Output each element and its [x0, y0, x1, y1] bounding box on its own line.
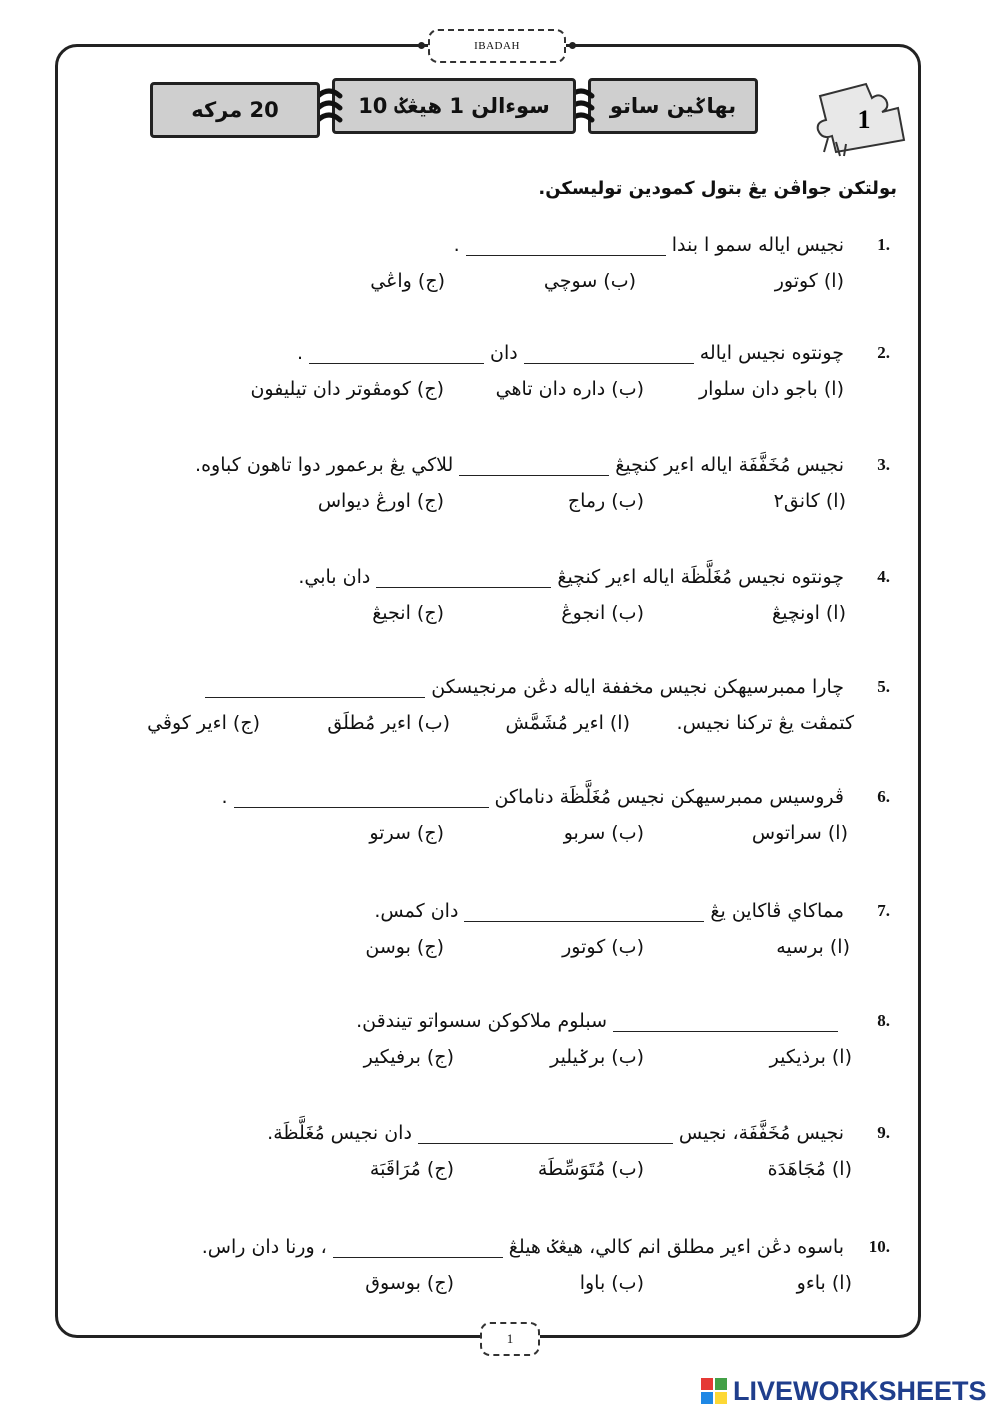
page-number: 1	[480, 1322, 540, 1356]
liveworksheets-logo-icon	[700, 1377, 728, 1405]
instruction: بولتكن جواڤن يڠ بتول كمودين توليسكن.	[538, 178, 897, 199]
marks-label: 20 مرکه	[150, 82, 320, 138]
answer-blank[interactable]	[376, 567, 551, 588]
question-text-line2: كتمڤت يڠ تركنا نجيس.	[676, 712, 854, 734]
question-text: چونتوه نجيس اياله	[699, 342, 844, 364]
option-a[interactable]: (ا) برذيكير	[769, 1046, 852, 1068]
question-text: دان كمس.	[374, 900, 459, 922]
option-a[interactable]: (ا) برسيه	[776, 936, 850, 958]
option-c[interactable]: (ج) برفيكير	[363, 1046, 454, 1068]
option-a[interactable]: (ا) مُجَاهَدَة	[767, 1158, 852, 1180]
question-text: دان	[490, 342, 518, 364]
question-10	[130, 1228, 890, 1304]
question-number: 5.	[877, 677, 890, 696]
answer-blank[interactable]	[524, 343, 694, 364]
question-number: 9.	[877, 1123, 890, 1142]
answer-blank[interactable]	[459, 455, 609, 476]
option-b[interactable]: (ب) سربو	[563, 822, 644, 844]
option-c[interactable]: (ج) انجيڠ	[372, 602, 444, 624]
option-c[interactable]: (ج) مُرَاقَبَة	[369, 1158, 454, 1180]
section-label: بهاݢين ساتو	[588, 78, 758, 134]
option-a[interactable]: (ا) باجو دان سلوار	[698, 378, 844, 400]
option-c[interactable]: (ج) اورڠ ديواس	[317, 490, 444, 512]
question-text: نجيس اياله سمو ا بندا	[671, 234, 844, 256]
answer-blank[interactable]	[234, 787, 489, 808]
option-c[interactable]: (ج) كومڤوتر دان تيليفون	[250, 378, 444, 400]
question-text: للاكي يڠ برعمور دوا تاهون كباوه.	[195, 454, 454, 476]
option-b[interactable]: (ب) انجوڠ	[561, 602, 644, 624]
answer-blank[interactable]	[333, 1237, 503, 1258]
option-c[interactable]: (ج) سرتو	[369, 822, 444, 844]
question-number: 7.	[877, 901, 890, 920]
question-number: 2.	[877, 343, 890, 362]
question-text: ڤروسيس ممبرسيهكن نجيس مُغَلَّظَة دناماكن	[494, 786, 844, 808]
option-a[interactable]: (ا) كوتور	[774, 270, 844, 292]
answer-blank[interactable]	[464, 901, 704, 922]
option-c[interactable]: (ج) بوسوق	[365, 1272, 454, 1294]
question-8	[130, 1002, 890, 1078]
brand-name: LIVEWORKSHEETS	[733, 1375, 987, 1406]
subject-tag: IBADAH	[428, 29, 566, 63]
answer-blank[interactable]	[466, 235, 666, 256]
option-b[interactable]: (ب) سوچي	[543, 270, 636, 292]
piece-number: 1	[857, 105, 871, 134]
question-number: 3.	[877, 455, 890, 474]
questions-info: سوءالن 1 هيڠݢ 10	[332, 78, 576, 134]
option-b[interactable]: (ب) مُتَوَسِّطَة	[537, 1158, 644, 1180]
liveworksheets-brand[interactable]	[700, 1374, 987, 1408]
option-a[interactable]: (ا) اءير مُشَمَّش	[505, 712, 630, 734]
question-number: 8.	[877, 1011, 890, 1030]
question-number: 1.	[877, 235, 890, 254]
question-text: .	[453, 234, 460, 256]
option-b[interactable]: (ب) رماج	[567, 490, 644, 512]
option-a[interactable]: (ا) باءو	[796, 1272, 852, 1294]
question-9	[130, 1114, 890, 1190]
option-b[interactable]: (ب) برݢيلير	[550, 1046, 644, 1068]
question-text: .	[221, 786, 228, 808]
option-b[interactable]: (ب) اءير مُطلَق	[327, 712, 450, 734]
option-c[interactable]: (ج) بوسن	[365, 936, 444, 958]
question-text: چارا ممبرسيهكن نجيس مخففة اياله دڠن مرنجيسكن	[431, 676, 844, 698]
option-c[interactable]: (ج) اءير كوڤي	[147, 712, 260, 734]
option-a[interactable]: (ا) اونچيڠ	[772, 602, 846, 624]
question-2	[130, 334, 890, 410]
option-c[interactable]: (ج) واڠي	[370, 270, 445, 292]
question-text: ، ورنا دان راس.	[201, 1236, 327, 1258]
option-a[interactable]: (ا) سراتوس	[751, 822, 848, 844]
question-text: دان بابي.	[298, 566, 371, 588]
question-3	[130, 446, 890, 522]
question-text: باسوه دڠن اءير مطلق انم كالي، هيڠݢ هيلڠ	[508, 1236, 844, 1258]
question-text: دان نجيس مُغَلَّظَة.	[267, 1122, 412, 1144]
question-1	[130, 226, 890, 302]
question-number: 10.	[868, 1237, 890, 1256]
question-text: چونتوه نجيس مُغَلَّظَة اياله اءير كنچيڠ	[557, 566, 844, 588]
answer-blank[interactable]	[418, 1123, 673, 1144]
puzzle-piece-icon	[806, 78, 908, 158]
answer-blank[interactable]	[613, 1011, 838, 1032]
question-text: مماكاي ڤاكاين يڠ	[710, 900, 844, 922]
question-6	[130, 778, 890, 854]
question-4	[130, 558, 890, 634]
question-number: 6.	[877, 787, 890, 806]
question-text: نجيس مُخَفَّفَة اياله اءير كنچيڠ	[615, 454, 844, 476]
option-a[interactable]: (ا) كانق٢	[773, 490, 846, 512]
answer-blank[interactable]	[309, 343, 484, 364]
option-b[interactable]: (ب) باوا	[579, 1272, 644, 1294]
question-text: سبلوم ملاكوكن سسواتو تيندقن.	[356, 1010, 607, 1032]
question-text: .	[296, 342, 304, 364]
question-7	[130, 892, 890, 968]
question-text: نجيس مُخَفَّفَة، نجيس	[678, 1122, 844, 1144]
option-b[interactable]: (ب) داره دان تاهي	[495, 378, 644, 400]
option-b[interactable]: (ب) كوتور	[562, 936, 644, 958]
question-5	[130, 668, 890, 744]
answer-blank[interactable]	[205, 677, 425, 698]
question-number: 4.	[877, 567, 890, 586]
